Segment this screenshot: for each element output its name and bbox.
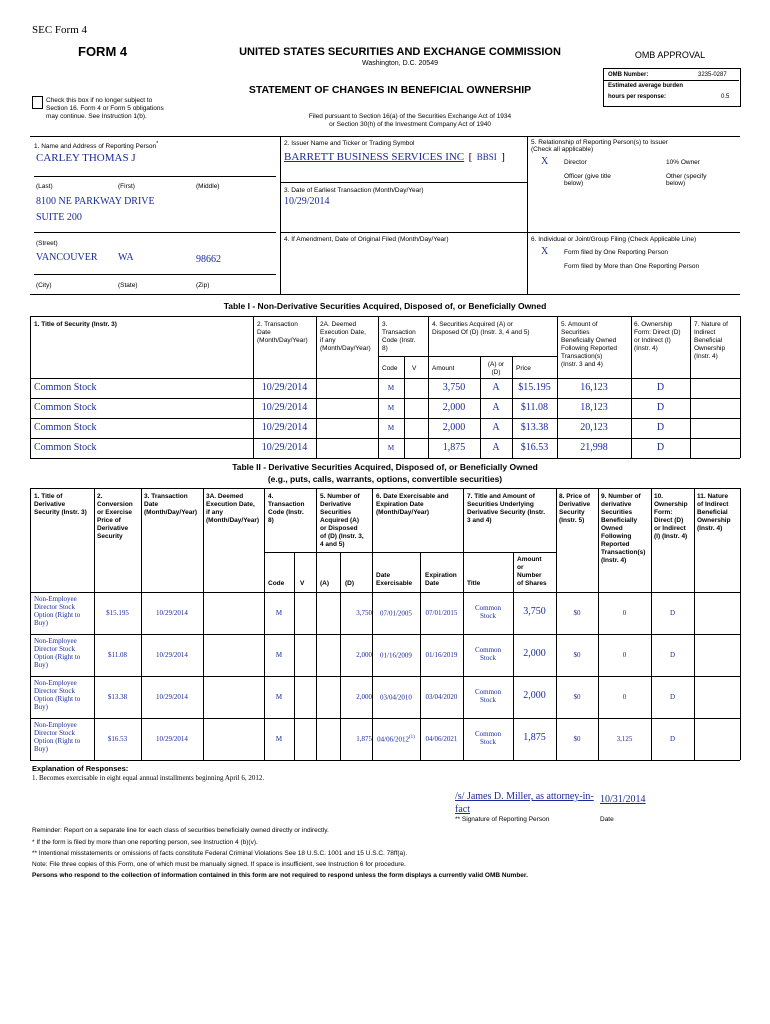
t2-row-dprice: $0 (573, 693, 581, 701)
t1-v-h: V (412, 365, 417, 372)
t2-row-shares: 2,000 (523, 690, 546, 701)
t2-row-price: $15.195 (106, 609, 129, 617)
t1-row-code: M (387, 404, 395, 412)
t2-row-date: 10/29/2014 (156, 609, 188, 617)
form-title: FORM 4 (78, 44, 128, 59)
t1-row-form: D (656, 382, 665, 393)
t2-row-exercisable: 01/16/2009 (380, 651, 412, 660)
t1-row-price: $15.195 (518, 382, 551, 393)
t2-row-dprice: $0 (573, 651, 581, 659)
statement-title: STATEMENT OF CHANGES IN BENEFICIAL OWNERSHIP (248, 84, 532, 96)
t1-row-price: $11.08 (520, 402, 549, 413)
zip-value: 98662 (196, 254, 221, 265)
t2-h4: 4. Transaction Code (Instr. 8) (268, 493, 305, 524)
t1-code-h: Code (382, 365, 398, 372)
t2-row-exercisable: 07/01/2005 (380, 609, 412, 618)
t2-h2: 2. Conversion or Exercise Price of Derivative Security (97, 493, 133, 540)
omb-hours-value: 0.5 (721, 94, 730, 100)
t2-row-date: 10/29/2014 (156, 651, 188, 659)
street-address-2: SUITE 200 (36, 212, 82, 223)
t2-row-date: 10/29/2014 (156, 693, 188, 701)
t1-row-date: 10/29/2014 (261, 402, 308, 413)
ticker: BBSI (476, 152, 497, 162)
omb-hours-label: hours per response: (608, 94, 667, 100)
t2-row-shares: 3,750 (523, 606, 546, 617)
t1-row-title: Common Stock (34, 442, 97, 453)
t2-row-dprice: $0 (573, 735, 581, 743)
omb-burden-label: Estimated average burden (608, 83, 684, 89)
issuer-name: BARRETT BUSINESS SERVICES INC (284, 151, 465, 163)
street-address-1: 8100 NE PARKWAY DRIVE (36, 196, 155, 207)
last-label: (Last) (36, 183, 53, 190)
t1-row-title: Common Stock (34, 382, 97, 393)
t1-h1: 1. Title of Security (Instr. 3) (34, 321, 117, 328)
officer-label-1: Officer (give title (564, 173, 611, 180)
t2-row-owned: 0 (622, 651, 627, 659)
t1-row-ad: A (492, 442, 500, 453)
t2-row-price: $13.38 (107, 693, 128, 701)
t1-row-date: 10/29/2014 (261, 442, 308, 453)
issuer-line: BARRETT BUSINESS SERVICES INC [ BBSI ] (284, 151, 505, 163)
t1-row-form: D (656, 402, 665, 413)
t1-h6: 6. Ownership Form: Direct (D) or Indirect (I) (Instr. 4) (634, 321, 681, 352)
state-value: WA (118, 252, 134, 263)
t1-h2: 2. Transaction Date (Month/Day/Year) (257, 321, 308, 344)
t1-row-form: D (656, 422, 665, 433)
middle-label: (Middle) (196, 183, 220, 190)
street-label: (Street) (36, 240, 58, 247)
t1-row-ad: A (492, 422, 500, 433)
t2-row-title: Non-Employee Director Stock Option (Right to Buy) (34, 595, 81, 627)
footer-note-1: * If the form is filed by more than one reporting person, see Instruction 4 (b)(v). (32, 839, 258, 846)
explanation-note-1: 1. Becomes exercisable in eight equal annual installments beginning April 6, 2012. (32, 774, 265, 782)
t2-row-underlying: Common Stock (474, 646, 502, 662)
t1-row-title: Common Stock (34, 402, 97, 413)
t2-row-owned: 0 (622, 693, 627, 701)
t1-row-amount: 3,750 (442, 382, 466, 393)
explanation-heading: Explanation of Responses: (32, 764, 129, 773)
t1-row-owned: 18,123 (580, 402, 608, 413)
footer-note-3: Note: File three copies of this Form, one of which must be manually signed. If space is insufficient, see Instruction 6 for procedure. (32, 861, 406, 868)
omb-heading: OMB APPROVAL (634, 50, 706, 60)
t2-h8: 8. Price of Derivative Security (Instr. 5) (559, 493, 591, 524)
t2-title-h: Title (467, 580, 481, 587)
filed-pursuant-2: or Section 30(h) of the Investment Company Act of 1940 (329, 121, 491, 128)
footer-reminder: Reminder: Report on a separate line for each class of securities beneficially owned directly or indirectly. (32, 827, 329, 834)
t2-row-form: D (669, 693, 676, 701)
t2-v-h: V (300, 580, 305, 587)
t1-amount-h: Amount (432, 365, 455, 372)
zip-label: (Zip) (196, 282, 210, 289)
t2-row-form: D (669, 609, 676, 617)
t2-row-owned: 0 (622, 609, 627, 617)
agency-city: Washington, D.C. 20549 (361, 60, 438, 67)
t1-row-owned: 20,123 (580, 422, 608, 433)
t1-row-amount: 1,875 (442, 442, 466, 453)
t2-h3: 3. Transaction Date (Month/Day/Year) (144, 493, 198, 516)
agency-title: UNITED STATES SECURITIES AND EXCHANGE COMMISSION (239, 46, 561, 58)
box1-label: 1. Name and Address of Reporting Person* (34, 141, 159, 151)
t1-row-amount: 2,000 (442, 422, 466, 433)
t2-row-code: M (275, 609, 283, 617)
state-label: (State) (118, 282, 138, 289)
t1-row-ad: A (492, 402, 500, 413)
reporting-person-name: CARLEY THOMAS J (36, 152, 136, 164)
t2-code-h: Code (268, 580, 285, 587)
t1-row-code: M (387, 444, 395, 452)
t2-row-date: 10/29/2014 (156, 735, 188, 743)
t1-row-owned: 16,123 (580, 382, 608, 393)
t2-amt-h: Amount or Number of Shares (517, 556, 547, 587)
t2-row-underlying: Common Stock (474, 730, 502, 746)
t2-row-code: M (275, 735, 283, 743)
t2-row-underlying: Common Stock (474, 604, 502, 620)
t1-row-ad: A (492, 382, 500, 393)
t2-row-form: D (669, 735, 676, 743)
t2-row-underlying: Common Stock (474, 688, 502, 704)
checkbox-text-1: Check this box if no longer subject to (46, 97, 153, 104)
box5-label-2: (Check all applicable) (531, 146, 594, 153)
signature-date: 10/31/2014 (600, 794, 646, 805)
filed-pursuant-1: Filed pursuant to Section 16(a) of the Securities Exchange Act of 1934 (308, 113, 512, 120)
other-label-1: Other (specify (666, 173, 707, 180)
t2-h9: 9. Number of derivative Securities Beneficially Owned Following Reported Transaction(s) (Instr. 4) (601, 493, 646, 564)
t2-row-shares: 2,000 (523, 648, 546, 659)
sec-form-label: SEC Form 4 (32, 24, 88, 36)
t2-h11: 11. Nature of Indirect Beneficial Ownership (Instr. 4) (697, 493, 731, 532)
t2-a-h: (A) (320, 580, 330, 587)
table2-title-1: Table II - Derivative Securities Acquired, Disposed of, or Beneficially Owned (232, 462, 538, 472)
t2-row-dprice: $0 (573, 609, 581, 617)
t2-row-shares: 1,875 (523, 732, 546, 743)
t2-row-title: Non-Employee Director Stock Option (Right to Buy) (34, 637, 81, 669)
t1-row-owned: 21,998 (580, 442, 608, 453)
checkbox-text-3: may continue. See Instruction 1(b). (46, 113, 147, 120)
t2-row-d: 2,000 (356, 651, 372, 659)
t2-date-ex-h: Date Exercisable (376, 572, 413, 587)
t1-row-date: 10/29/2014 (261, 382, 308, 393)
t2-row-price: $16.53 (107, 735, 128, 743)
t2-h7: 7. Title and Amount of Securities Underlying Derivative Security (Instr. 3 and 4) (467, 493, 546, 524)
t2-row-d: 2,000 (356, 693, 372, 701)
no-longer-subject-checkbox[interactable] (32, 96, 43, 109)
t2-row-exercisable: 03/04/2010 (380, 693, 412, 702)
omb-number-label: OMB Number: (608, 72, 649, 78)
t2-h6: 6. Date Exercisable and Expiration Date (Month/Day/Year) (376, 493, 449, 516)
table1-title: Table I - Non-Derivative Securities Acquired, Disposed of, or Beneficially Owned (223, 301, 547, 311)
t2-row-expiration: 03/04/2020 (425, 693, 458, 701)
city-value: VANCOUVER (36, 252, 98, 263)
t1-row-price: $13.38 (520, 422, 549, 433)
t2-row-expiration: 01/16/2019 (425, 651, 458, 659)
earliest-transaction-date: 10/29/2014 (284, 196, 330, 207)
director-label: Director (564, 159, 587, 166)
footer-note-4: Persons who respond to the collection of information contained in this form are not required to respond unless the form displays a currently valid OMB Number. (32, 872, 528, 879)
t2-exp-h: Expiration Date (425, 572, 457, 587)
table2-title-2: (e.g., puts, calls, warrants, options, convertible securities) (267, 474, 503, 484)
t2-h5: 5. Number of Derivative Securities Acquired (A) or Disposed of (D) (Instr. 3, 4 and 5) (320, 493, 364, 548)
one-person-check[interactable]: X (541, 246, 549, 257)
box6-label: 6. Individual or Joint/Group Filing (Check Applicable Line) (531, 236, 697, 243)
date-label: Date (600, 816, 614, 823)
t2-row-code: M (275, 651, 283, 659)
one-person-label: Form filed by One Reporting Person (564, 249, 669, 256)
t2-row-d: 1,875 (356, 735, 372, 743)
director-check[interactable]: X (541, 156, 549, 167)
signature: /s/ James D. Miller, as attorney-in- fact (455, 791, 594, 815)
t1-price-h: Price (516, 365, 531, 372)
t1-row-code: M (387, 384, 395, 392)
t2-d-h: (D) (345, 580, 355, 587)
t1-row-amount: 2,000 (442, 402, 466, 413)
checkbox-text-2: Section 16. Form 4 or Form 5 obligations (46, 105, 164, 112)
more-persons-label: Form filed by More than One Reporting Person (564, 263, 700, 270)
t2-row-price: $11.08 (108, 651, 127, 659)
t1-row-price: $16.53 (520, 442, 549, 453)
t1-h4: 4. Securities Acquired (A) or Disposed Of (D) (Instr. 3, 4 and 5) (432, 321, 530, 336)
t2-h10: 10. Ownership Form: Direct (D) or Indirect (I) (Instr. 4) (654, 493, 688, 540)
box3-label: 3. Date of Earliest Transaction (Month/Day/Year) (284, 187, 424, 194)
t1-h5: 5. Amount of Securities Beneficially Owned Following Reported Transaction(s) (Instr. 3 and 4) (561, 321, 618, 368)
omb-number-value: 3235-0287 (698, 72, 727, 78)
officer-label-2: below) (564, 180, 584, 187)
box2-label: 2. Issuer Name and Ticker or Trading Symbol (284, 140, 415, 147)
first-label: (First) (118, 183, 135, 190)
t1-row-date: 10/29/2014 (261, 422, 308, 433)
t1-h3: 3. Transaction Code (Instr. 8) (382, 321, 416, 352)
signature-label: ** Signature of Reporting Person (455, 816, 550, 823)
t1-ad-h: (A) or (D) (487, 361, 505, 376)
box5-label-1: 5. Relationship of Reporting Person(s) to Issuer (531, 139, 668, 146)
box4-label: 4. If Amendment, Date of Original Filed (Month/Day/Year) (284, 236, 449, 243)
t1-h2a: 2A. Deemed Execution Date, if any (Month/Day/Year) (320, 321, 371, 352)
t2-row-title: Non-Employee Director Stock Option (Right to Buy) (34, 679, 81, 711)
t1-row-code: M (387, 424, 395, 432)
t2-row-form: D (669, 651, 676, 659)
other-label-2: below) (666, 180, 686, 187)
t2-row-exercisable: 04/06/2012$^{(1)}$ (377, 735, 415, 744)
t2-row-owned: 3,125 (616, 735, 633, 743)
t2-row-expiration: 04/06/2021 (425, 735, 458, 743)
ten-pct-label: 10% Owner (666, 159, 700, 166)
t2-row-expiration: 07/01/2015 (425, 609, 458, 617)
footer-note-2: ** Intentional misstatements or omissions of facts constitute Federal Criminal Violations See 18 U.S.C. 1001 and 15 U.S.C. 78ff(a). (32, 850, 408, 857)
t2-h1: 1. Title of Derivative Security (Instr. 3) (34, 493, 87, 516)
t1-row-title: Common Stock (34, 422, 97, 433)
t2-h3a: 3A. Deemed Execution Date, if any (Month/Day/Year) (206, 493, 260, 524)
t1-row-form: D (656, 442, 665, 453)
t2-row-code: M (275, 693, 283, 701)
t1-h7: 7. Nature of Indirect Beneficial Ownership (Instr. 4) (694, 321, 728, 360)
t2-row-d: 3,750 (356, 609, 372, 617)
t2-row-title: Non-Employee Director Stock Option (Right to Buy) (34, 721, 81, 753)
city-label: (City) (36, 282, 52, 289)
